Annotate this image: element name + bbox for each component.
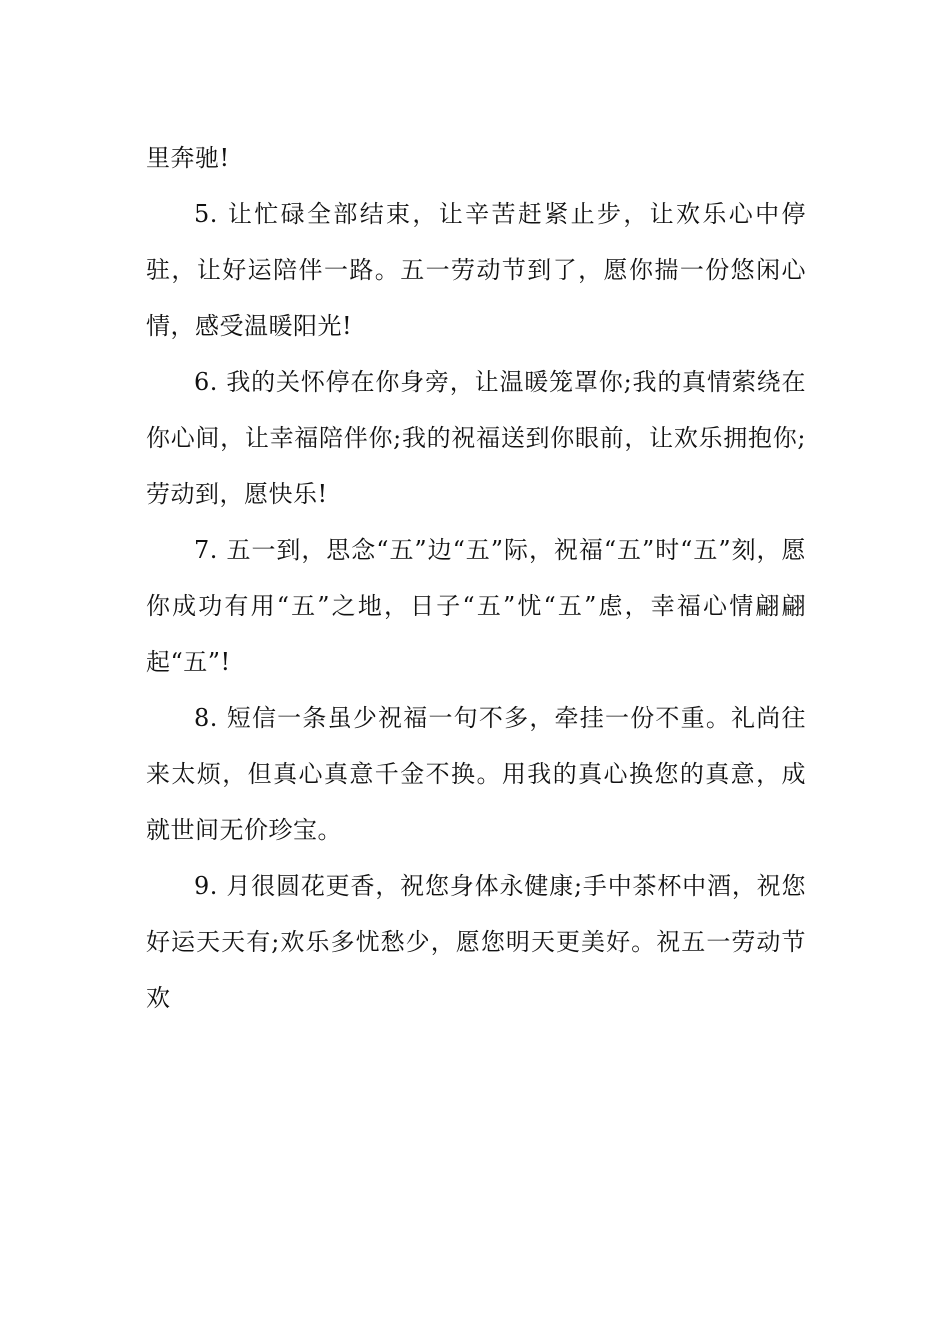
paragraph-5: 5. 让忙碌全部结束，让辛苦赶紧止步，让欢乐心中停驻，让好运陪伴一路。五一劳动节到了，愿你揣一份悠闲心情，感受温暖阳光!	[146, 200, 806, 340]
paragraph-4-continuation: 里奔驰!	[146, 144, 230, 172]
paragraph-9: 9. 月很圆花更香，祝您身体永健康;手中茶杯中酒，祝您好运天天有;欢乐多忧愁少，愿您明天更美好。祝五一劳动节欢	[146, 872, 806, 1012]
paragraph-6: 6. 我的关怀停在你身旁，让温暖笼罩你;我的真情萦绕在你心间，让幸福陪伴你;我的祝福送到你眼前，让欢乐拥抱你;劳动到，愿快乐!	[146, 368, 806, 508]
paragraph-7: 7. 五一到，思念“五”边“五”际，祝福“五”时“五”刻，愿你成功有用“五”之地，日子“五”忧“五”虑，幸福心情翩翩起“五”!	[146, 536, 806, 676]
document-body	[146, 130, 806, 1026]
paragraph-8: 8. 短信一条虽少祝福一句不多，牵挂一份不重。礼尚往来太烦，但真心真意千金不换。用我的真心换您的真意，成就世间无价珍宝。	[146, 704, 806, 844]
